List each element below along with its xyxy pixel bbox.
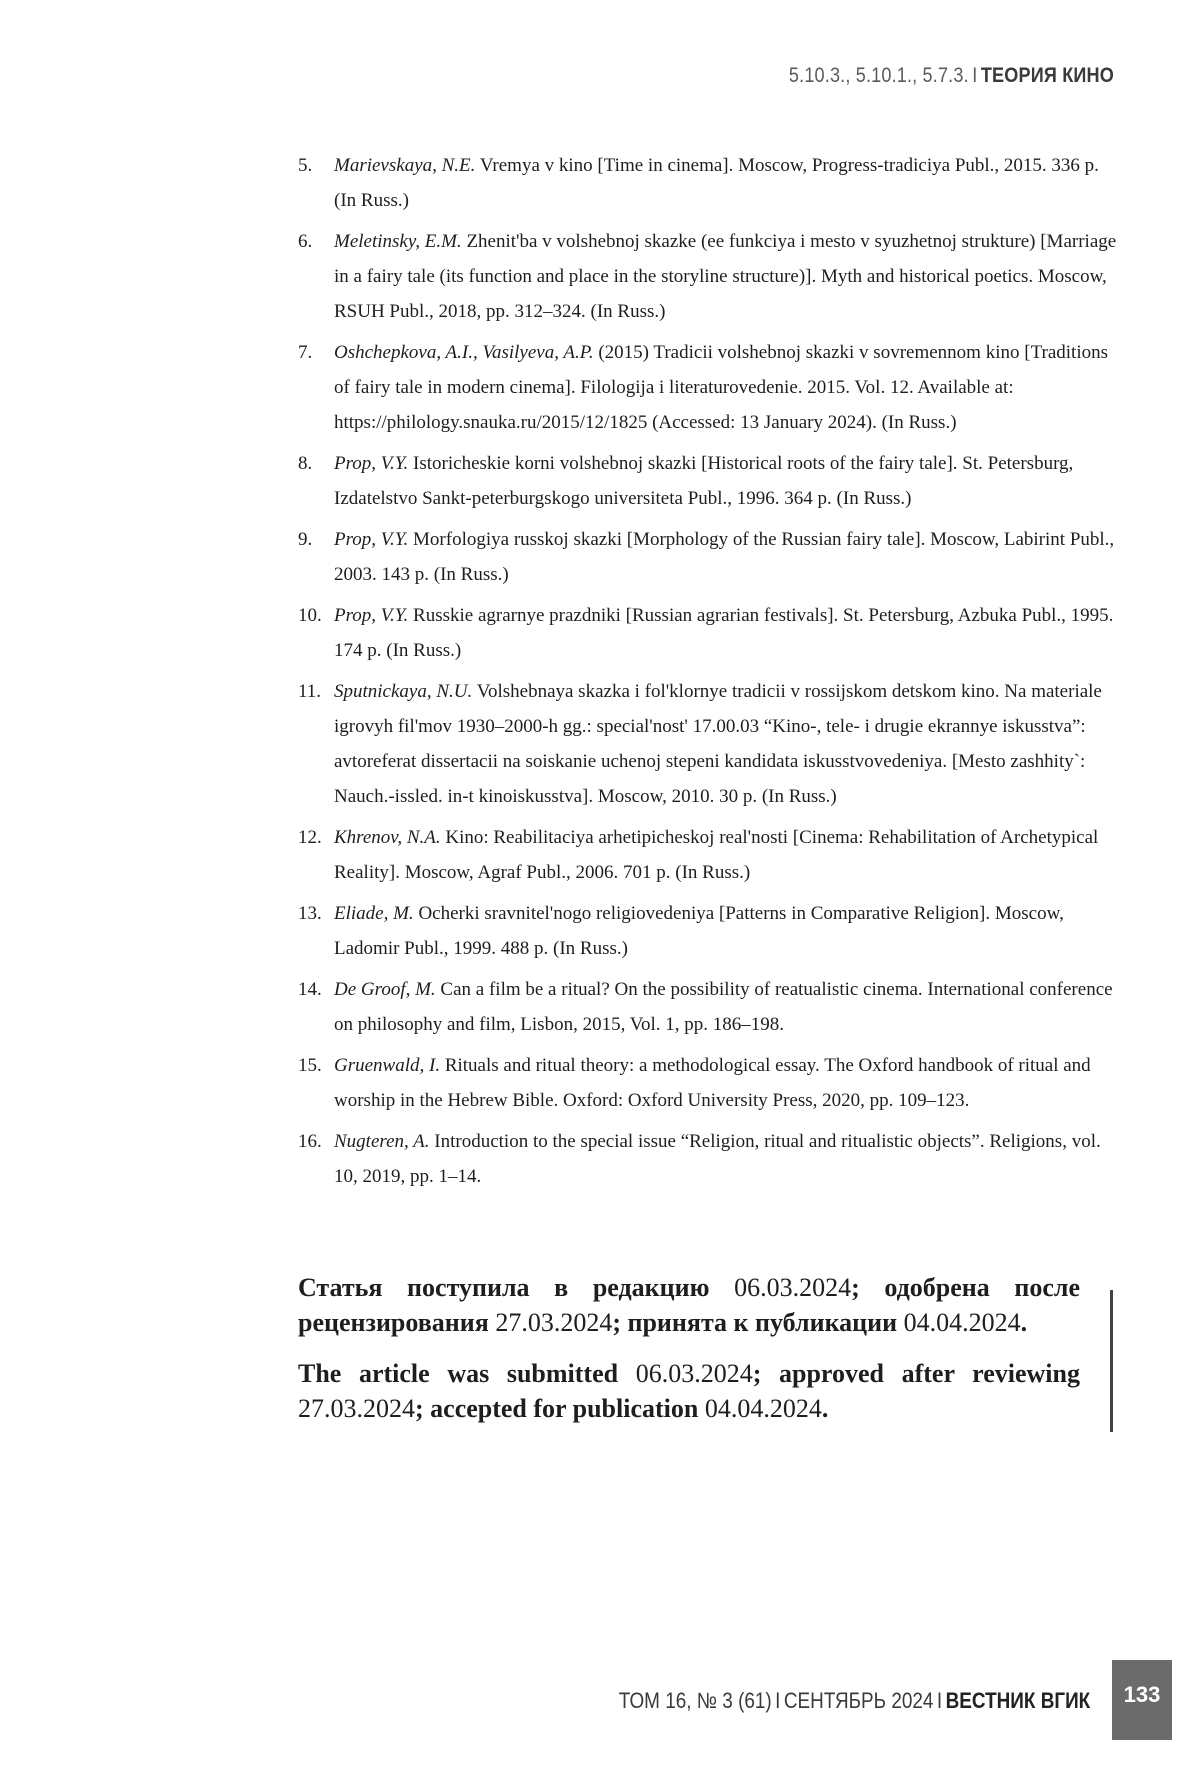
section-codes: 5.10.3., 5.10.1., 5.7.3. (788, 64, 969, 87)
accepted-en-text: ; accepted for publication (415, 1394, 699, 1423)
reference-author: Prop, V.Y. (334, 605, 409, 626)
reference-item (298, 896, 1118, 966)
reference-number: 10. (298, 605, 322, 626)
accepted-ru-date: 04.04.2024 (903, 1308, 1021, 1337)
accepted-ru-text: ; принята к публикации (612, 1308, 898, 1337)
reference-text: Zhenit'ba v volshebnoj skazke (ee funkciya i mesto v syuzhetnoj strukture) [Marriage in a fairy tale (its function and place in the storyline structure)]. Myth and historical poetics. Moscow, RSUH Publ., 2018, pp. 312–324. (In Russ.) (334, 231, 1117, 322)
reference-number: 15. (298, 1055, 322, 1076)
reference-item (298, 224, 1118, 329)
received-en-text: The article was submitted (298, 1359, 619, 1388)
reference-text: Ocherki sravnitel'nogo religiovedeniya [Patterns in Comparative Religion]. Moscow, Ladomir Publ., 1999. 488 p. (In Russ.) (334, 903, 1064, 959)
approved-en-date: 27.03.2024 (298, 1394, 415, 1423)
section-title: ТЕОРИЯ КИНО (980, 64, 1114, 87)
issue-date: СЕНТЯБРЬ 2024 (783, 1688, 934, 1713)
reference-author: Oshchepkova, A.I., Vasilyeva, A.P. (334, 342, 594, 363)
approved-ru-date: 27.03.2024 (495, 1308, 613, 1337)
reference-number: 14. (298, 979, 322, 1000)
running-head (789, 64, 1114, 88)
approved-en-text: ; approved after reviewing (752, 1359, 1080, 1388)
received-ru-text: Статья поступила в редакцию (298, 1273, 710, 1302)
reference-number: 6. (298, 231, 313, 252)
submission-dates-ru (298, 1270, 1080, 1340)
reference-author: Prop, V.Y. (334, 529, 409, 550)
reference-author: Nugteren, A. (334, 1131, 430, 1152)
reference-text: Russkie agrarnye prazdniki [Russian agrarian festivals]. St. Petersburg, Azbuka Publ., 1995. 174 p. (In Russ.) (334, 605, 1114, 661)
received-en-date: 06.03.2024 (635, 1359, 753, 1388)
reference-text: Kino: Reabilitaciya arhetipicheskoj real'nosti [Cinema: Rehabilitation of Archetypical Reality]. Moscow, Agraf Publ., 2006. 701 p. (In Russ.) (334, 827, 1099, 883)
reference-number: 7. (298, 342, 313, 363)
reference-text: Morfologiya russkoj skazki [Morphology of the Russian fairy tale]. Moscow, Labirint Publ., 2003. 143 p. (In Russ.) (334, 529, 1115, 585)
reference-number: 8. (298, 453, 313, 474)
running-footer (619, 1688, 1090, 1714)
reference-text: Rituals and ritual theory: a methodological essay. The Oxford handbook of ritual and worship in the Hebrew Bible. Oxford: Oxford University Press, 2020, pp. 109–123. (334, 1055, 1091, 1111)
reference-text: (2015) Tradicii volshebnoj skazki v sovremennom kino [Traditions of fairy tale in modern cinema]. Filologija i literaturovedenie. 2015. Vol. 12. Available at: https://philology.snauka.ru/2015/12/1825 (Accessed: 13 January 2024). (In Russ.) (334, 342, 1108, 433)
reference-item (298, 972, 1118, 1042)
reference-item (298, 446, 1118, 516)
reference-author: Gruenwald, I. (334, 1055, 441, 1076)
header-separator: I (972, 64, 978, 87)
reference-author: Marievskaya, N.E. (334, 155, 476, 176)
reference-text: Volshebnaya skazka i fol'klornye tradicii v rossijskom detskom kino. Na materiale igrovyh fil'mov 1930–2000-h gg.: special'nost' 17.00.03 “Kino-, tele- i drugie ekrannye iskusstva”: avtoreferat dissertacii na soiskanie uchenoj stepeni kandidata iskusstvovedeniya. [Mesto zashhity`: Nauch.-issled. in-t kinoiskusstva]. Moscow, 2010. 30 p. (In Russ.) (334, 681, 1102, 807)
reference-author: Prop, V.Y. (334, 453, 409, 474)
reference-number: 5. (298, 155, 313, 176)
end-period: . (1020, 1308, 1028, 1337)
accepted-en-date: 04.04.2024 (704, 1394, 822, 1423)
end-period: . (821, 1394, 829, 1423)
reference-item (298, 1048, 1118, 1118)
reference-number: 11. (298, 681, 322, 702)
reference-text: Istoricheskie korni volshebnoj skazki [Historical roots of the fairy tale]. St. Petersburg, Izdatelstvo Sankt-peterburgskogo universiteta Publ., 1996. 364 p. (In Russ.) (334, 453, 1074, 509)
footer-separator: I (774, 1688, 781, 1713)
reference-item (298, 522, 1118, 592)
received-ru-date: 06.03.2024 (734, 1273, 852, 1302)
footer-separator: I (936, 1688, 942, 1713)
page-number: 133 (1112, 1660, 1172, 1740)
submission-dates-en (298, 1356, 1080, 1426)
vertical-rule (1110, 1290, 1113, 1432)
approved-ru-text: ; одобрена после рецензирования (298, 1273, 1081, 1337)
reference-item (298, 335, 1118, 440)
reference-author: De Groof, M. (334, 979, 436, 1000)
reference-author: Sputnickaya, N.U. (334, 681, 473, 702)
reference-item (298, 674, 1118, 814)
reference-number: 9. (298, 529, 313, 550)
volume-issue: ТОМ 16, № 3 (61) (618, 1688, 772, 1713)
reference-item (298, 820, 1118, 890)
reference-text: Vremya v kino [Time in cinema]. Moscow, Progress-tradiciya Publ., 2015. 336 p. (In Russ.) (334, 155, 1099, 211)
reference-text: Can a film be a ritual? On the possibility of reatualistic cinema. International conference on philosophy and film, Lisbon, 2015, Vol. 1, pp. 186–198. (334, 979, 1113, 1035)
reference-item (298, 1124, 1118, 1194)
reference-number: 13. (298, 903, 322, 924)
reference-number: 12. (298, 827, 322, 848)
reference-author: Khrenov, N.A. (334, 827, 441, 848)
reference-list (298, 148, 1118, 1200)
reference-item (298, 148, 1118, 218)
reference-text: Introduction to the special issue “Religion, ritual and ritualistic objects”. Religions, vol. 10, 2019, pp. 1–14. (334, 1131, 1101, 1187)
submission-dates (298, 1270, 1080, 1442)
reference-item (298, 598, 1118, 668)
journal-name: ВЕСТНИК ВГИК (945, 1688, 1090, 1713)
reference-author: Eliade, M. (334, 903, 414, 924)
reference-author: Meletinsky, E.M. (334, 231, 462, 252)
reference-number: 16. (298, 1131, 322, 1152)
